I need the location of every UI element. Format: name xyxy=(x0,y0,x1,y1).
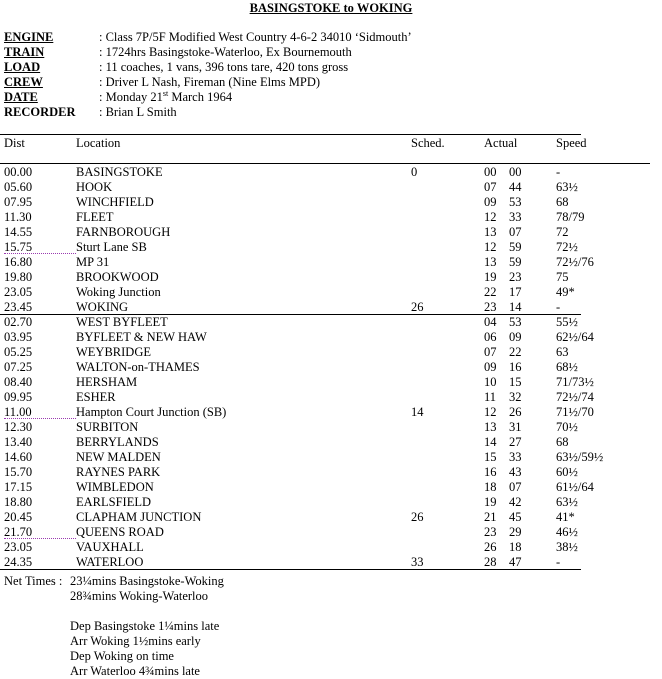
info-row xyxy=(4,45,352,60)
info-value: : 1724hrs Basingstoke-Waterloo, Ex Bournemouth xyxy=(99,45,352,59)
info-label: LOAD xyxy=(4,60,41,74)
cell-location: WIMBLEDON xyxy=(76,480,154,494)
note-line: Arr Woking 1½mins early xyxy=(70,634,201,648)
cell-location: Woking Junction xyxy=(76,285,161,299)
cell-location: WINCHFIELD xyxy=(76,195,154,209)
cell-actual-min: 28 xyxy=(484,555,497,569)
cell-location: WEYBRIDGE xyxy=(76,345,151,359)
cell-dist: 18.80 xyxy=(4,495,33,509)
cell-actual-sec: 31 xyxy=(509,420,522,434)
cell-actual-min: 22 xyxy=(484,285,497,299)
info-row xyxy=(4,30,412,45)
col-header-location: Location xyxy=(76,136,121,150)
cell-location: BROOKWOOD xyxy=(76,270,159,284)
cell-location: HOOK xyxy=(76,180,113,194)
cell-dist: 24.35 xyxy=(4,555,33,569)
info-value: : Driver L Nash, Fireman (Nine Elms MPD) xyxy=(99,75,321,89)
info-row xyxy=(4,105,177,120)
info-row xyxy=(4,90,232,105)
info-label: ENGINE xyxy=(4,30,54,44)
cell-actual-min: 13 xyxy=(484,225,497,239)
cell-speed: 38½ xyxy=(556,540,578,554)
cell-dist: 12.30 xyxy=(4,420,33,434)
cell-actual-min: 10 xyxy=(484,375,497,389)
cell-actual-sec: 27 xyxy=(509,435,522,449)
cell-location: RAYNES PARK xyxy=(76,465,161,479)
table-top-rule xyxy=(0,134,581,135)
dotted-leader xyxy=(4,538,76,539)
cell-speed: 49* xyxy=(556,285,575,299)
cell-actual-min: 09 xyxy=(484,195,497,209)
cell-speed: 63½/59½ xyxy=(556,450,604,464)
info-value: : 11 coaches, 1 vans, 396 tons tare, 420 tons gross xyxy=(99,60,349,74)
info-label: DATE xyxy=(4,90,38,104)
col-header-dist: Dist xyxy=(4,136,25,150)
cell-location: BYFLEET & NEW HAW xyxy=(76,330,207,344)
cell-actual-min: 15 xyxy=(484,450,497,464)
cell-speed: 75 xyxy=(556,270,569,284)
cell-actual-sec: 17 xyxy=(509,285,522,299)
cell-speed: 63½ xyxy=(556,495,578,509)
cell-dist: 00.00 xyxy=(4,165,33,179)
cell-actual-min: 13 xyxy=(484,420,497,434)
cell-dist: 03.95 xyxy=(4,330,33,344)
cell-dist: 19.80 xyxy=(4,270,33,284)
net-times-line: 28¾mins Woking-Waterloo xyxy=(70,589,209,603)
col-header-sched: Sched. xyxy=(411,136,445,150)
cell-dist: 14.60 xyxy=(4,450,33,464)
cell-dist: 11.00 xyxy=(4,405,32,419)
cell-speed: - xyxy=(556,555,561,569)
cell-location: WALTON-on-THAMES xyxy=(76,360,200,374)
cell-actual-sec: 16 xyxy=(509,360,522,374)
cell-speed: 62½/64 xyxy=(556,330,594,344)
cell-speed: 55½ xyxy=(556,315,578,329)
cell-location: VAUXHALL xyxy=(76,540,144,554)
page-title: BASINGSTOKE to WOKING xyxy=(249,1,413,15)
cell-dist: 23.05 xyxy=(4,540,33,554)
cell-actual-sec: 59 xyxy=(509,240,522,254)
cell-actual-sec: 32 xyxy=(509,390,522,404)
cell-actual-min: 26 xyxy=(484,540,497,554)
info-label: CREW xyxy=(4,75,43,89)
cell-speed: - xyxy=(556,165,561,179)
info-row xyxy=(4,60,348,75)
cell-actual-sec: 43 xyxy=(509,465,522,479)
cell-actual-sec: 59 xyxy=(509,255,522,269)
cell-speed: 68 xyxy=(556,435,569,449)
cell-location: WOKING xyxy=(76,300,129,314)
cell-actual-min: 14 xyxy=(484,435,497,449)
cell-dist: 08.40 xyxy=(4,375,33,389)
cell-location: BASINGSTOKE xyxy=(76,165,163,179)
cell-actual-sec: 42 xyxy=(509,495,522,509)
cell-actual-min: 23 xyxy=(484,525,497,539)
cell-actual-sec: 26 xyxy=(509,405,522,419)
section-rule xyxy=(0,569,581,570)
cell-location: WEST BYFLEET xyxy=(76,315,168,329)
info-value: : Class 7P/5F Modified West Country 4-6-2 34010 ‘Sidmouth’ xyxy=(99,30,412,44)
cell-actual-sec: 09 xyxy=(509,330,522,344)
cell-sched: 33 xyxy=(411,555,424,569)
cell-dist: 09.95 xyxy=(4,390,33,404)
net-times-label: Net Times : xyxy=(4,574,63,588)
cell-location: BERRYLANDS xyxy=(76,435,159,449)
cell-actual-min: 12 xyxy=(484,210,497,224)
cell-dist: 23.45 xyxy=(4,300,33,314)
cell-actual-min: 07 xyxy=(484,180,497,194)
cell-speed: 46½ xyxy=(556,525,578,539)
cell-actual-sec: 07 xyxy=(509,225,522,239)
note-line: Dep Woking on time xyxy=(70,649,174,663)
cell-speed: 72½/76 xyxy=(556,255,594,269)
cell-dist: 07.25 xyxy=(4,360,33,374)
cell-dist: 21.70 xyxy=(4,525,33,539)
cell-location: MP 31 xyxy=(76,255,110,269)
cell-dist: 05.25 xyxy=(4,345,33,359)
cell-location: HERSHAM xyxy=(76,375,138,389)
cell-actual-min: 07 xyxy=(484,345,497,359)
cell-sched: 14 xyxy=(411,405,424,419)
cell-speed: 61½/64 xyxy=(556,480,594,494)
cell-speed: 68½ xyxy=(556,360,578,374)
cell-actual-sec: 53 xyxy=(509,315,522,329)
info-value-superscript: st xyxy=(162,88,169,98)
cell-actual-min: 06 xyxy=(484,330,497,344)
cell-location: QUEENS ROAD xyxy=(76,525,164,539)
info-label: RECORDER xyxy=(4,105,76,119)
cell-speed: 41* xyxy=(556,510,575,524)
cell-actual-min: 11 xyxy=(484,390,497,404)
cell-actual-min: 18 xyxy=(484,480,497,494)
cell-actual-min: 12 xyxy=(484,405,497,419)
cell-actual-min: 00 xyxy=(484,165,497,179)
cell-actual-sec: 07 xyxy=(509,480,522,494)
cell-location: Hampton Court Junction (SB) xyxy=(76,405,227,419)
cell-dist: 13.40 xyxy=(4,435,33,449)
col-header-speed: Speed xyxy=(556,136,587,150)
cell-speed: 70½ xyxy=(556,420,578,434)
cell-actual-sec: 18 xyxy=(509,540,522,554)
cell-actual-min: 16 xyxy=(484,465,497,479)
cell-speed: 78/79 xyxy=(556,210,585,224)
cell-location: NEW MALDEN xyxy=(76,450,161,464)
info-label: TRAIN xyxy=(4,45,45,59)
cell-location: FARNBOROUGH xyxy=(76,225,171,239)
cell-actual-min: 21 xyxy=(484,510,497,524)
cell-actual-min: 13 xyxy=(484,255,497,269)
cell-speed: - xyxy=(556,300,561,314)
cell-dist: 15.75 xyxy=(4,240,33,254)
cell-speed: 63 xyxy=(556,345,569,359)
cell-dist: 15.70 xyxy=(4,465,33,479)
cell-speed: 72½/74 xyxy=(556,390,594,404)
cell-dist: 05.60 xyxy=(4,180,33,194)
info-value: : Monday 21st March 1964 xyxy=(99,88,233,104)
cell-dist: 17.15 xyxy=(4,480,33,494)
cell-speed: 63½ xyxy=(556,180,578,194)
info-value: : Brian L Smith xyxy=(99,105,177,119)
dotted-leader xyxy=(4,253,76,254)
table-header-rule xyxy=(0,163,650,164)
cell-actual-sec: 44 xyxy=(509,180,522,194)
cell-location: WATERLOO xyxy=(76,555,144,569)
cell-actual-sec: 15 xyxy=(509,375,522,389)
cell-location: SURBITON xyxy=(76,420,139,434)
cell-actual-sec: 14 xyxy=(509,300,522,314)
note-line: Arr Waterloo 4¾mins late xyxy=(70,664,200,678)
cell-speed: 72½ xyxy=(556,240,578,254)
cell-sched: 0 xyxy=(411,165,418,179)
cell-speed: 60½ xyxy=(556,465,578,479)
cell-location: CLAPHAM JUNCTION xyxy=(76,510,202,524)
cell-sched: 26 xyxy=(411,300,424,314)
note-line: Dep Basingstoke 1¼mins late xyxy=(70,619,220,633)
net-times-line: 23¼mins Basingstoke-Woking xyxy=(70,574,224,588)
cell-actual-min: 19 xyxy=(484,270,497,284)
cell-actual-sec: 23 xyxy=(509,270,522,284)
cell-actual-min: 19 xyxy=(484,495,497,509)
cell-dist: 16.80 xyxy=(4,255,33,269)
col-header-actual: Actual xyxy=(484,136,518,150)
cell-actual-sec: 47 xyxy=(509,555,522,569)
cell-actual-sec: 53 xyxy=(509,195,522,209)
cell-actual-min: 04 xyxy=(484,315,497,329)
dotted-leader xyxy=(4,418,76,419)
cell-dist: 11.30 xyxy=(4,210,32,224)
cell-actual-sec: 29 xyxy=(509,525,522,539)
cell-dist: 02.70 xyxy=(4,315,33,329)
cell-actual-min: 12 xyxy=(484,240,497,254)
cell-location: Sturt Lane SB xyxy=(76,240,147,254)
cell-speed: 71/73½ xyxy=(556,375,594,389)
cell-speed: 72 xyxy=(556,225,569,239)
cell-dist: 14.55 xyxy=(4,225,33,239)
cell-speed: 71½/70 xyxy=(556,405,594,419)
cell-actual-min: 09 xyxy=(484,360,497,374)
cell-dist: 23.05 xyxy=(4,285,33,299)
cell-location: EARLSFIELD xyxy=(76,495,151,509)
cell-location: ESHER xyxy=(76,390,116,404)
cell-actual-min: 23 xyxy=(484,300,497,314)
cell-location: FLEET xyxy=(76,210,114,224)
cell-actual-sec: 33 xyxy=(509,210,522,224)
cell-actual-sec: 22 xyxy=(509,345,522,359)
info-row xyxy=(4,75,320,90)
cell-dist: 07.95 xyxy=(4,195,33,209)
cell-dist: 20.45 xyxy=(4,510,33,524)
cell-actual-sec: 45 xyxy=(509,510,522,524)
cell-actual-sec: 00 xyxy=(509,165,522,179)
cell-speed: 68 xyxy=(556,195,569,209)
cell-actual-sec: 33 xyxy=(509,450,522,464)
cell-sched: 26 xyxy=(411,510,424,524)
